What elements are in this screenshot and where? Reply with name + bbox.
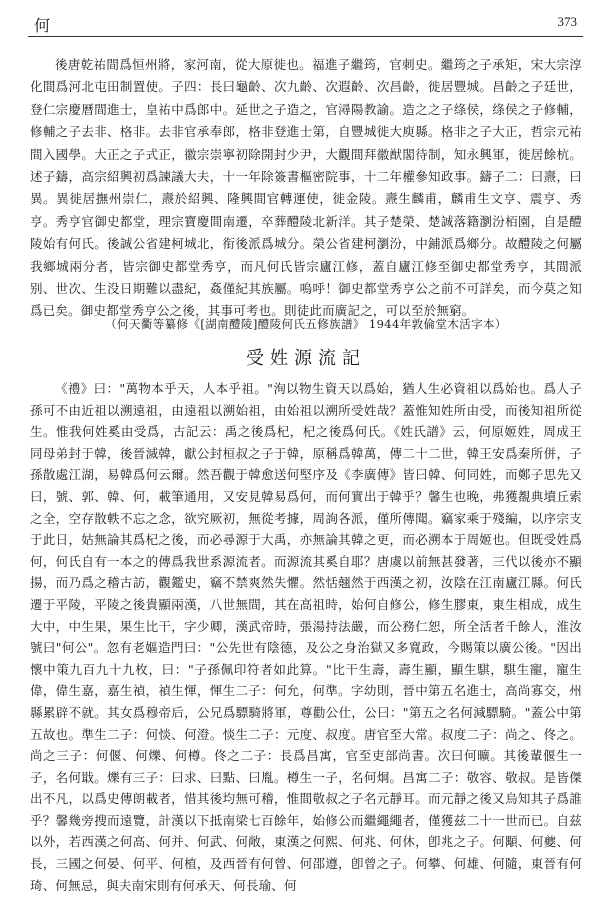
- page-number: 373: [557, 14, 577, 29]
- running-head: 何: [34, 16, 51, 35]
- page-header: [28, 10, 583, 37]
- continuation-text: [30, 54, 582, 323]
- section-text: [30, 378, 582, 896]
- section-title: 受姓源流記: [246, 348, 366, 369]
- section-paragraph: 《禮》曰："萬物本乎天，人本乎祖。"洵以物生資天以爲始，猶人生必資祖以爲始也。爲人子孫可不由近祖以溯遠祖，由遠祖以溯始祖，由始祖以溯所受姓哉？蓋惟知姓所由受，而後知祖所從生。惟我何姓奚由受爲，古記云：禹之後爲杞，杞之後爲何氏。《姓氏譜》云，何原姬姓，周成王同母弟封于韓，後晉滅韓，獻公封桓叔之子于韓，原稱爲韓萬，傳二十二世，韓王安爲秦所併，子孫散處江湖，易韓爲何云爾。然吾觀于韓愈送何堅序及《李廣傳》皆曰韓、何同姓，而鄭子思先又曰，號、郭、韓、何，載筆通用，又安見韓易爲何，而何實出于韓乎？馨生也晚，弗獲覩典墳丘索之全，空存散軼不忘之念，欲究厥初，無從考據，周詢各派，僅所傳聞。竊家乘于殘編，以序宗支于此日，姑無論其爲杞之後，而必尋源于大禹，亦無論其韓之更，而必溯本于周姬也。但既受姓爲何，何氏自有一本之的傳爲我世系源流者。而源流其奚自耶？唐虞以前無甚發著，三代以後亦不顯揚，而乃爲之稽古訪，觀鑑史，竊不禁爽然失懼。然恬翹然于西漢之初，汝陰在江南廬江縣。何氏遷于平陵，平陵之後貴顯兩漢，八世無間，其在高祖時，始何自修公，修生膠東，東生相成，成生大中，中生果，果生比干，字少卿，漢武帝時，張湯持法嚴，而公務仁恕，所全活者千餘人，淮汝號曰"何公"。忽有老嫗造門曰："公先世有陰德，及公之身治獄又多寬政，今賜策以廣公後。"因出懷中策九百九十九枚，曰："子孫佩印符者如此算。"比干生壽，壽生顯，顯生騏，騏生寵，寵生偉，偉生嘉，嘉生禎，禎生惲，惲生二子：何允，何準。字幼則，晉中第五名進士，高尚寡交，州縣累辟不就。其女爲穆帝后，公兄爲驃騎將軍，尊勸公仕，公曰："第五之名何減驃騎。"蓋公中第五故也。準生二子：何惔、何澄。惔生二子：元度、叔度。唐官至大常。叔度二子：尚之、佟之。尚之三子：何偃、何爍、何樽。佟之二子：長爲昌寓，官至吏部尚書。次曰何曠。其後輩偃生一子，名何戢。爍有三子：曰求、曰點、曰胤。樽生一子，名何炯。昌寓二子：敬容、敬叔。是皆傑出不凡，以爲史傳朗載者，惜其後均無可稽，惟間敬叔之子名元靜耳。而元靜之後又烏知其子爲誰乎？馨幾旁搜而遠覽，計漢以下抵南梁七百餘年，始修公而繼繩繩者，僅獲兹二十一世而已。自兹以外，若西漢之何高、何并、何武、何敞，東漢之何熙、何兆、何休，卽兆之子。何顒、何夔、何長，三國之何晏、何平、何植，及西晉有何曾、何邵遵，卽曾之子。何攀、何雄、何隨，東晉有何琦、何無忌，與夫南宋則有何承天、何長瑜、何: [30, 381, 582, 893]
- source-citation: （何天衢等纂修《[湖南醴陵]醴陵何氏五修族譜》 1944年敦倫堂木活字本）: [105, 317, 507, 331]
- body-paragraph: 後唐乾祐間爲恒州將，家河南，從大原徙也。福進子繼筠，官刺史。繼筠之子承矩，宋大宗淳化間爲河北屯田制置使。子四：長曰龜齡、次九齡、次遐齡、次昌齡，徙居豐城。昌齡之子廷世，登仁宗慶曆間進士，皇祐中爲郎中。延世之子造之，官潯陽教諭。造之之子绦侯，绦侯之子修輔，修輔之子去非、格非。去非官承奉郎，格非登進士第，自豐城徙大庾縣。格非之子大正，哲宗元祐間入國學。大正之子式正，徽宗崇寧初除開封少尹，大觀間拜徽猷閣待制，知永興軍，徙居餘杭。述子鑄，高宗紹興初爲諫議大夫，十一年除簽書樞密院事，十二年權參知政事。鑄子二：曰燾，曰異。異徙居撫州崇仁，燾於紹興、隆興間官轉運使，徙金陵。燾生麟甫，麟甫生文亨、震亨、秀亨。秀亨官御史都堂，理宗寶慶間南遷，卒葬醴陵北新洋。其子楚榮、楚誠落籍瀏汾栢園，自是醴陵始有何氏。後誠公省建柯城北，衔後派爲城分。榮公省建柯瀏汾，中鋪派爲鄉分。故醴陵之何屬我鄉城兩分者，皆宗御史都堂秀亨，而凡何氏皆宗廬江修，蓋自廬江修至御史都堂秀亨，其間派别、世次、生没日期難以盡紀，姦僅紀其族屬。嗚呼！御史都堂秀亨公之前不可詳矣，而今莫之知爲已矣。御史都堂秀亨公之後，其事可考也。則徒此而廣記之，可以至於無窮。: [30, 57, 582, 319]
